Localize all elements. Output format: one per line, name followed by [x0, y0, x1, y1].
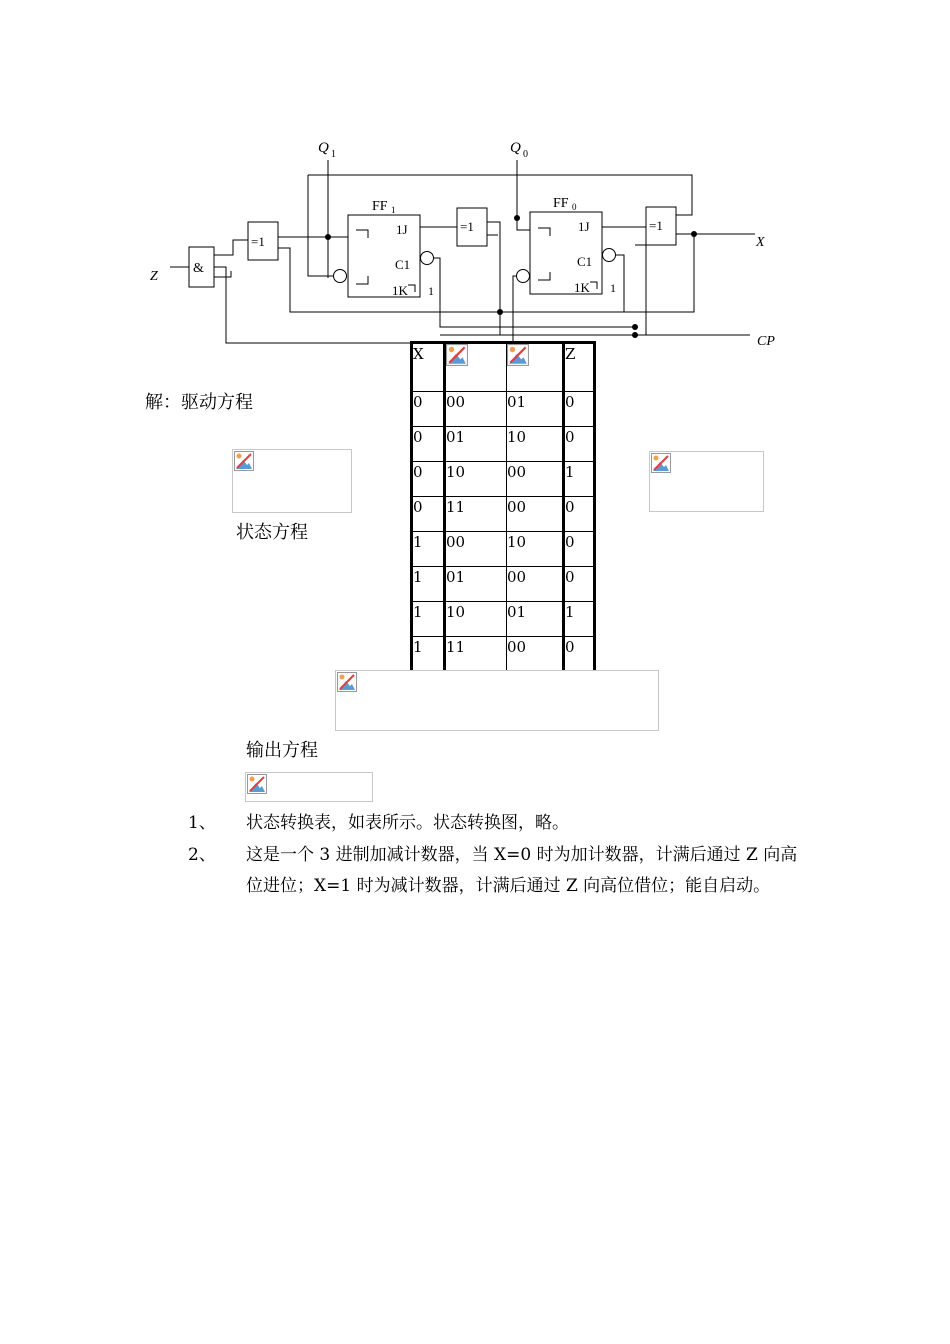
- broken-image-icon: [247, 774, 267, 794]
- output-x-label: X: [756, 235, 765, 250]
- and-gate-label: &: [193, 261, 204, 276]
- table-cell: 00: [446, 533, 466, 551]
- table-cell: 0: [565, 533, 575, 551]
- table-cell: 00: [507, 463, 527, 481]
- state-equation-heading: 状态方程: [236, 522, 308, 543]
- table-cell: 1: [413, 533, 423, 551]
- state-equation-image: [335, 670, 659, 731]
- ff1-subscript: 1: [391, 205, 396, 215]
- table-cell: 0: [565, 638, 575, 656]
- cp-label: CP: [757, 334, 775, 349]
- table-cell: 10: [446, 603, 466, 621]
- table-cell: 0: [413, 463, 423, 481]
- table-row: [412, 532, 595, 567]
- ff0-c-label: C1: [577, 254, 593, 269]
- state-transition-table: [410, 341, 596, 674]
- broken-image-icon: [507, 344, 529, 366]
- table-row: [412, 497, 595, 532]
- header-z: Z: [565, 345, 576, 363]
- broken-image-icon: [337, 672, 357, 692]
- table-cell: 10: [507, 533, 527, 551]
- table-cell: 0: [565, 428, 575, 446]
- xor1-label: =1: [251, 234, 265, 249]
- table-cell: 0: [565, 498, 575, 516]
- table-cell: 11: [446, 638, 466, 656]
- ff1-k-label: 1K: [392, 283, 408, 298]
- table-cell: 01: [446, 428, 466, 446]
- broken-image-icon: [234, 451, 254, 471]
- ff1-k-tail: 1: [428, 284, 434, 298]
- drive-equation-image-2: [649, 451, 764, 512]
- table-cell: 1: [413, 638, 423, 656]
- ff0-k-label: 1K: [574, 280, 590, 295]
- table-cell: 01: [507, 393, 527, 411]
- q1-subscript: 1: [331, 149, 336, 160]
- q0-subscript: 0: [523, 149, 528, 160]
- table-cell: 01: [507, 603, 527, 621]
- broken-image-icon: [651, 453, 671, 473]
- input-z-label: Z: [150, 269, 158, 284]
- xor3-label: =1: [649, 218, 663, 233]
- drive-equation-heading: 解：驱动方程: [145, 392, 253, 413]
- table-cell: 00: [507, 568, 527, 586]
- drive-equation-image: [232, 449, 352, 513]
- table-cell: 00: [446, 393, 466, 411]
- table-cell: 1: [565, 463, 575, 481]
- output-equation-heading: 输出方程: [246, 740, 318, 761]
- answer-2-number: 2、: [188, 845, 216, 865]
- table-header-row: [412, 343, 595, 392]
- ff1-j-label: 1J: [396, 222, 408, 237]
- table-cell: 0: [413, 393, 423, 411]
- table-cell: 1: [565, 603, 575, 621]
- table-cell: 00: [507, 638, 527, 656]
- ff0-j-label: 1J: [578, 219, 590, 234]
- ff1-label: FF: [372, 199, 388, 214]
- logic-circuit-diagram: [130, 130, 790, 355]
- output-equation-image: [245, 772, 373, 802]
- table-cell: 0: [413, 428, 423, 446]
- table-cell: 0: [565, 393, 575, 411]
- table-cell: 0: [565, 568, 575, 586]
- table-row: [412, 637, 595, 673]
- table-cell: 00: [507, 498, 527, 516]
- ff0-label: FF: [553, 196, 569, 211]
- table-cell: 11: [446, 498, 466, 516]
- table-row: [412, 392, 595, 427]
- table-cell: 10: [507, 428, 527, 446]
- ff1-c-label: C1: [395, 257, 411, 272]
- ff0-k-tail: 1: [610, 281, 616, 295]
- table-cell: 1: [413, 603, 423, 621]
- table-cell: 0: [413, 498, 423, 516]
- table-cell: 10: [446, 463, 466, 481]
- answer-1-number: 1、: [188, 813, 216, 833]
- answer-2-text: 这是一个 3 进制加减计数器，当 X=0 时为加计数器，计满后通过 Z 向高位进位；X=1 时为减计数器，计满后通过 Z 向高位借位；能自启动。: [246, 845, 798, 896]
- table-row: [412, 462, 595, 497]
- table-cell: 1: [413, 568, 423, 586]
- table-row: [412, 567, 595, 602]
- broken-image-icon: [446, 344, 468, 366]
- table-row: [412, 427, 595, 462]
- q0-label: Q: [510, 140, 521, 156]
- table-cell: 01: [446, 568, 466, 586]
- q1-label: Q: [318, 140, 329, 156]
- header-x: X: [413, 345, 424, 363]
- table-row: [412, 602, 595, 637]
- answer-1-text: 状态转换表，如表所示。状态转换图，略。: [246, 813, 569, 833]
- xor2-label: =1: [460, 219, 474, 234]
- ff0-subscript: 0: [572, 202, 577, 212]
